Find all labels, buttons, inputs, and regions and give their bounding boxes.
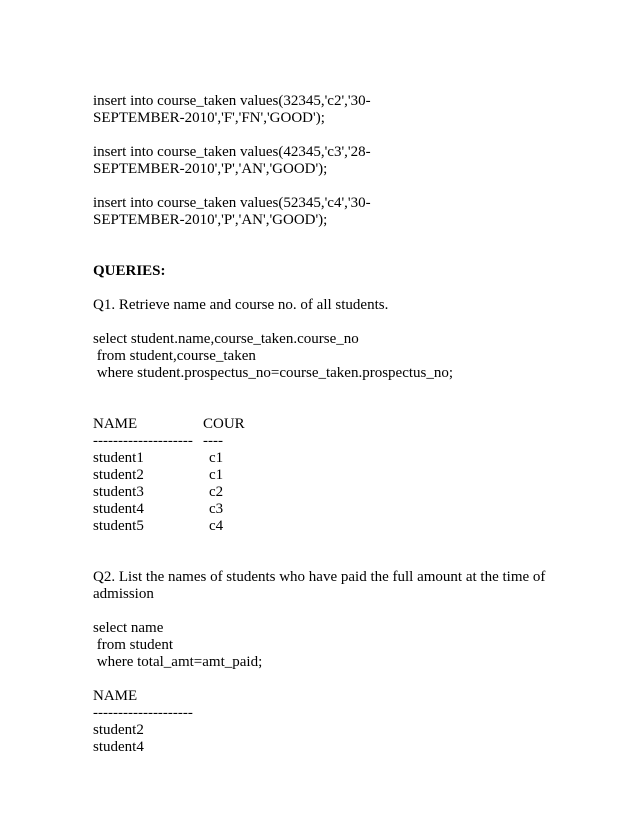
cell-name: student2 xyxy=(93,467,144,483)
column-header-name: NAME xyxy=(93,688,138,704)
column-header-course: COUR xyxy=(203,416,245,432)
cell-course: c3 xyxy=(209,501,224,517)
separator: -------------------- xyxy=(93,705,193,721)
table-row xyxy=(93,450,613,467)
q2-question: Q2. List the names of students who have paid the full amount at the time of admission xyxy=(93,569,546,602)
q1-sql xyxy=(93,331,613,382)
insert-statement-1 xyxy=(93,93,613,127)
code-line: insert into course_taken values(32345,'c2','30- xyxy=(93,93,371,109)
cell-name: student1 xyxy=(93,450,144,466)
cell-name: student4 xyxy=(93,501,144,517)
code-line: SEPTEMBER-2010','P','AN','GOOD'); xyxy=(93,212,328,228)
code-line: where total_amt=amt_paid; xyxy=(93,654,263,670)
table-row xyxy=(93,484,613,501)
cell-course: c1 xyxy=(209,467,224,483)
q2-result-table xyxy=(93,688,613,756)
cell-name: student3 xyxy=(93,484,144,500)
cell-course: c2 xyxy=(209,484,224,500)
document-page xyxy=(93,93,613,756)
table-row xyxy=(93,518,613,535)
q1-result-table xyxy=(93,416,613,535)
code-line: from student,course_taken xyxy=(93,348,256,364)
table-row xyxy=(93,501,613,518)
cell-name: student2 xyxy=(93,722,144,738)
table-header-row xyxy=(93,416,613,433)
code-line: insert into course_taken values(42345,'c3','28- xyxy=(93,144,371,160)
cell-course: c1 xyxy=(209,450,224,466)
insert-statement-3 xyxy=(93,195,613,229)
queries-heading: QUERIES: xyxy=(93,263,166,279)
cell-course: c4 xyxy=(209,518,224,534)
cell-name: student4 xyxy=(93,739,144,755)
code-line: SEPTEMBER-2010','F','FN','GOOD'); xyxy=(93,110,325,126)
q2-sql xyxy=(93,620,613,671)
insert-statement-2 xyxy=(93,144,613,178)
table-separator-row xyxy=(93,433,613,450)
code-line: select name xyxy=(93,620,164,636)
code-line: select student.name,course_taken.course_no xyxy=(93,331,359,347)
separator: ---- xyxy=(203,433,223,449)
code-line: where student.prospectus_no=course_taken.prospectus_no; xyxy=(93,365,454,381)
table-row xyxy=(93,467,613,484)
code-line: insert into course_taken values(52345,'c4','30- xyxy=(93,195,371,211)
separator: -------------------- xyxy=(93,433,193,449)
code-line: SEPTEMBER-2010','P','AN','GOOD'); xyxy=(93,161,328,177)
column-header-name: NAME xyxy=(93,416,138,432)
code-line: from student xyxy=(93,637,173,653)
cell-name: student5 xyxy=(93,518,144,534)
q1-question: Q1. Retrieve name and course no. of all students. xyxy=(93,297,389,313)
